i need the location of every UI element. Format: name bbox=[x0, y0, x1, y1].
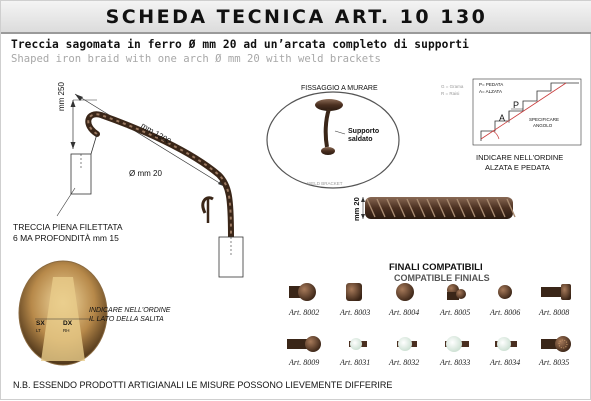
legend-r: R = Raisi bbox=[441, 91, 460, 96]
finial-code: Art. 8005 bbox=[440, 308, 471, 317]
finials-subtitle: COMPATIBLE FINIALS bbox=[394, 273, 490, 283]
spec-line2: ANGOLO bbox=[533, 123, 553, 128]
spec-line1: SPECIFICARE bbox=[529, 117, 560, 122]
rail-connector bbox=[91, 134, 97, 154]
footer-note: N.B. ESSENDO PRODOTTI ARTIGIANALI LE MISURE POSSONO LIEVEMENTE DIFFERIRE bbox=[13, 380, 393, 390]
finial-code: Art. 8003 bbox=[340, 308, 371, 317]
finial-8009-icon bbox=[287, 336, 321, 352]
stairs-indicate-line1: INDICARE NELL'ORDINE bbox=[476, 153, 564, 162]
finial-8032-icon bbox=[397, 337, 417, 351]
weld-bracket-caption: WELD BRACKET bbox=[307, 181, 343, 186]
finial-8004-icon bbox=[396, 283, 414, 301]
leader-line bbox=[57, 188, 75, 216]
photo-sx: SX bbox=[36, 320, 45, 327]
finial-8031-icon bbox=[349, 338, 367, 350]
legend-g: G = Grama bbox=[441, 84, 464, 89]
dim-1200-label: mm 1200 bbox=[139, 121, 173, 146]
finial-code: Art. 8008 bbox=[539, 308, 570, 317]
finial-code: Art. 8006 bbox=[490, 308, 521, 317]
page-title: SCHEDA TECNICA ART. 10 130 bbox=[105, 5, 488, 28]
photo-rh: RH bbox=[63, 328, 70, 333]
subtitle-english: Shaped iron braid with one arch Ø mm 20 with weld brackets bbox=[11, 53, 381, 65]
finial-code: Art. 8034 bbox=[490, 358, 521, 367]
dim-20-label: mm 20 bbox=[352, 197, 361, 221]
finial-8034-icon bbox=[495, 337, 517, 351]
dim-arrow bbox=[361, 197, 365, 202]
letter-a: A bbox=[499, 113, 506, 123]
finial-8005-icon bbox=[447, 284, 466, 300]
bracket-detail bbox=[267, 92, 399, 188]
finials-grid bbox=[287, 283, 571, 352]
dim-250-label: mm 250 bbox=[57, 82, 66, 111]
finial-8033-icon bbox=[445, 336, 469, 352]
photo-dx: DX bbox=[63, 320, 73, 327]
handrail-drawing bbox=[57, 94, 243, 277]
photo-indicate-line2: IL LATO DELLA SALITA bbox=[89, 316, 164, 323]
finial-code: Art. 8035 bbox=[539, 358, 570, 367]
finial-code: Art. 8033 bbox=[440, 358, 471, 367]
photo-lt: LT bbox=[36, 328, 41, 333]
finials-title: FINALI COMPATIBILI bbox=[389, 262, 483, 273]
dim-arrow bbox=[71, 100, 76, 107]
photo-indicate-line1: INDICARE NELL'ORDINE bbox=[89, 307, 171, 314]
technical-drawing-canvas bbox=[1, 1, 591, 401]
legend-p: P= PEDATA bbox=[479, 82, 504, 87]
finial-8002-icon bbox=[289, 283, 316, 301]
bracket-saddle-icon bbox=[321, 147, 335, 155]
finial-8006-icon bbox=[498, 285, 512, 299]
finial-8003-icon bbox=[346, 283, 362, 301]
subtitle-italian: Treccia sagomata in ferro Ø mm 20 ad un’arcata completo di supporti bbox=[11, 38, 469, 51]
braid-section bbox=[361, 197, 515, 219]
finial-code: Art. 8031 bbox=[340, 358, 371, 367]
thread-label-line2: 6 MA PROFONDITÀ mm 15 bbox=[13, 233, 119, 243]
finial-8008-icon bbox=[541, 284, 571, 300]
support-label-2: saldato bbox=[348, 136, 373, 143]
finial-8035-icon bbox=[541, 336, 571, 352]
letter-p: P bbox=[513, 100, 520, 110]
thread-label-line1: TRECCIA PIENA FILETTATA bbox=[13, 222, 123, 232]
dim-arrow bbox=[71, 142, 76, 149]
finial-code: Art. 8002 bbox=[289, 308, 320, 317]
finial-code: Art. 8004 bbox=[389, 308, 420, 317]
stairs-indicate-line2: ALZATA E PEDATA bbox=[485, 163, 550, 172]
finial-code: Art. 8032 bbox=[389, 358, 420, 367]
dim-arrow bbox=[361, 214, 365, 219]
legend-a: A= ALZATA bbox=[479, 89, 502, 94]
dim-diameter-label: Ø mm 20 bbox=[129, 169, 162, 178]
support-label-1: Supporto bbox=[348, 128, 380, 135]
fixing-label: FISSAGGIO A MURARE bbox=[301, 85, 378, 92]
finial-code: Art. 8009 bbox=[289, 358, 320, 367]
